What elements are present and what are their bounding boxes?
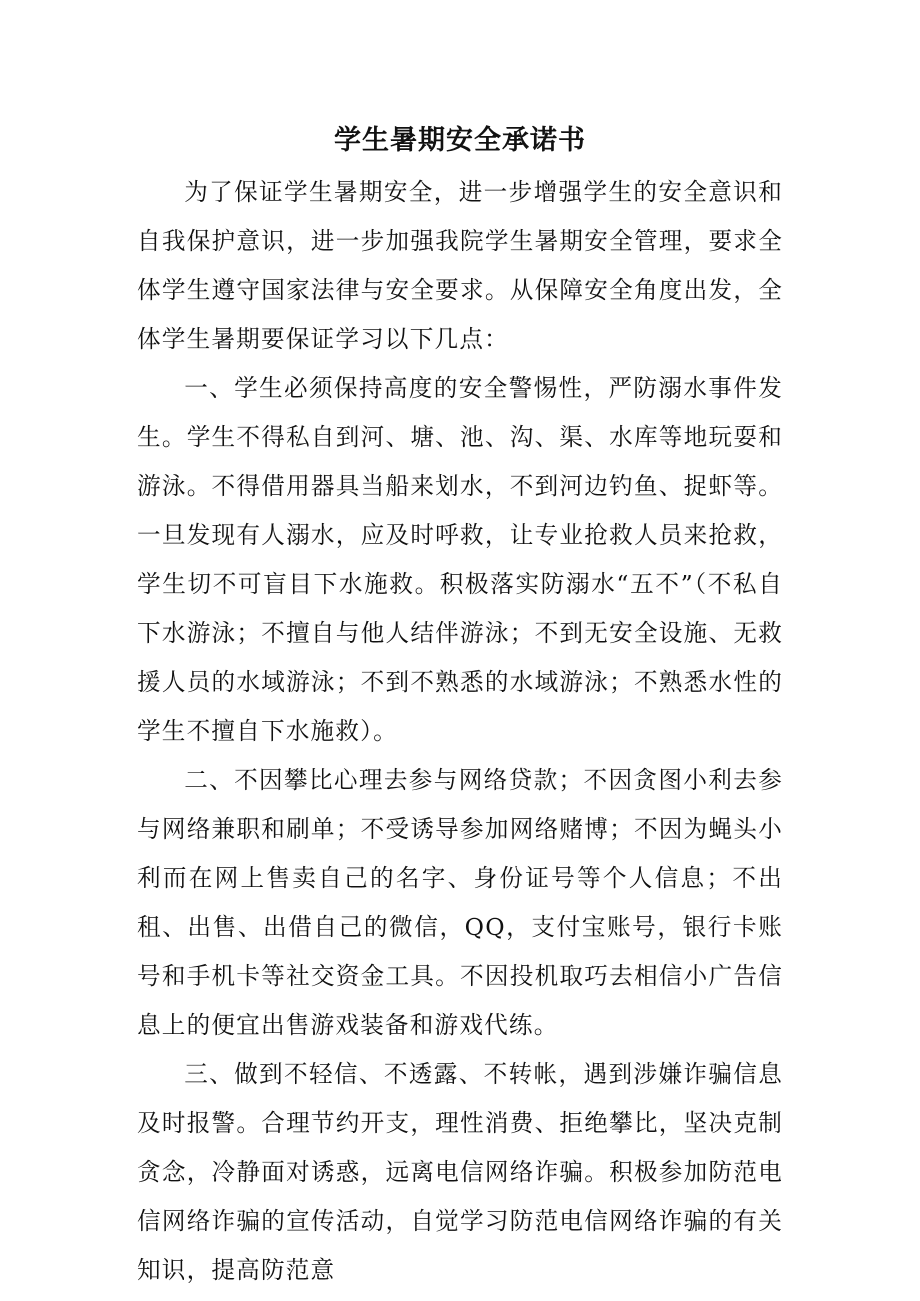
paragraph-drowning-prevention: 一、学生必须保持高度的安全警惕性，严防溺水事件发生。学生不得私自到河、塘、池、沟、渠、水库等地玩耍和游泳。不得借用器具当船来划水，不到河边钓鱼、捉虾等。一旦发现有人溺水，应及时呼救，让专业抢救人员来抢救，学生切不可盲目下水施救。积极落实防溺水“五不”（不私自下水游泳；不擅自与他人结伴游泳；不到无安全设施、无救援人员的水域游泳；不到不熟悉的水域游泳；不熟悉水性的学生不擅自下水施救）。 xyxy=(137,374,783,745)
paragraph-fraud-prevention: 三、做到不轻信、不透露、不转帐，遇到涉嫌诈骗信息及时报警。合理节约开支，理性消费、拒绝攀比，坚决克制贪念，冷静面对诱惑，远离电信网络诈骗。积极参加防范电信网络诈骗的宣传活动，自觉学习防范电信网络诈骗的有关知识，提高防范意 xyxy=(137,1060,783,1284)
document-title: 学生暑期安全承诺书 xyxy=(334,125,586,156)
document-body xyxy=(137,168,783,1295)
paragraph-online-finance-safety: 二、不因攀比心理去参与网络贷款；不因贪图小利去参与网络兼职和刷单；不受诱导参加网络赌博；不因为蝇头小利而在网上售卖自己的名字、身份证号等个人信息；不出租、出售、出借自己的微信，QQ，支付宝账号，银行卡账号和手机卡等社交资金工具。不因投机取巧去相信小广告信息上的便宜出售游戏装备和游戏代练。 xyxy=(137,766,783,1039)
paragraph-intro: 为了保证学生暑期安全，进一步增强学生的安全意识和自我保护意识，进一步加强我院学生暑期安全管理，要求全体学生遵守国家法律与安全要求。从保障安全角度出发，全体学生暑期要保证学习以下几点： xyxy=(137,178,783,353)
